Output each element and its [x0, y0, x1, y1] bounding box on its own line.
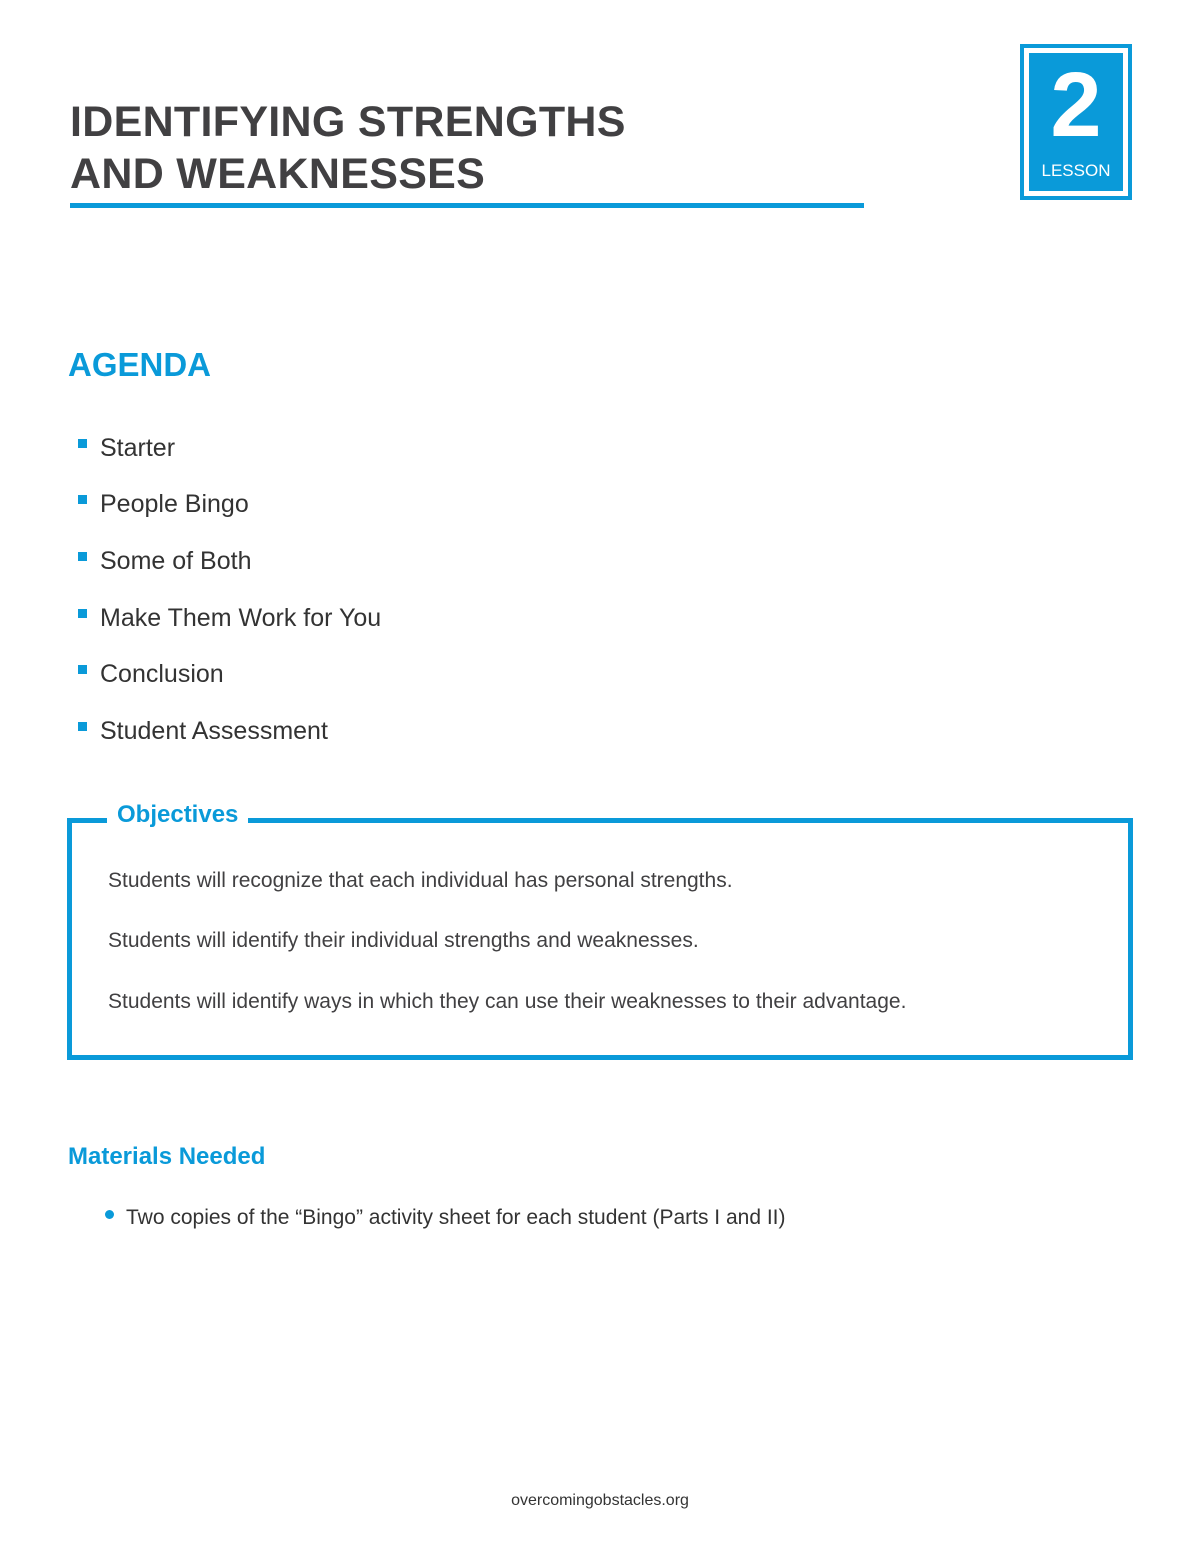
square-bullet-icon	[78, 722, 87, 731]
square-bullet-icon	[78, 609, 87, 618]
title-underline	[70, 203, 864, 208]
agenda-item-label: Starter	[100, 433, 176, 462]
agenda-item	[78, 477, 381, 534]
footer-url: overcomingobstacles.org	[511, 1492, 689, 1509]
agenda-list	[78, 420, 381, 760]
lesson-label: LESSON	[1041, 161, 1111, 180]
agenda-item-label: Make Them Work for You	[100, 603, 382, 632]
agenda-item	[78, 703, 381, 760]
agenda-item	[78, 646, 381, 703]
materials-heading: Materials Needed	[68, 1143, 266, 1170]
page-title-line-2: AND WEAKNESSES	[70, 150, 486, 198]
lesson-number: 2	[1050, 54, 1102, 156]
materials-item	[105, 1204, 786, 1232]
objective-item: Students will identify ways in which they can use their weaknesses to their advantage.	[108, 990, 907, 1013]
agenda-heading: AGENDA	[68, 346, 212, 383]
square-bullet-icon	[78, 495, 87, 504]
lesson-badge-fill	[1029, 53, 1123, 191]
objective-item: Students will identify their individual strengths and weaknesses.	[108, 929, 699, 952]
dot-bullet-icon	[105, 1210, 114, 1219]
lesson-badge	[1020, 44, 1132, 200]
page-title	[70, 96, 870, 200]
objective-item: Students will recognize that each individual has personal strengths.	[108, 869, 733, 892]
agenda-item-label: People Bingo	[100, 490, 249, 519]
square-bullet-icon	[78, 439, 87, 448]
agenda-item	[78, 533, 381, 590]
objectives-title: Objectives	[107, 798, 248, 832]
square-bullet-icon	[78, 552, 87, 561]
materials-item-label: Two copies of the “Bingo” activity sheet for each student (Parts I and II)	[126, 1206, 786, 1229]
agenda-item-label: Some of Both	[100, 546, 252, 575]
agenda-item	[78, 590, 381, 647]
agenda-item-label: Student Assessment	[100, 716, 328, 745]
square-bullet-icon	[78, 665, 87, 674]
page-title-line-1: IDENTIFYING STRENGTHS	[70, 98, 626, 146]
agenda-item-label: Conclusion	[100, 660, 224, 689]
agenda-item	[78, 420, 381, 477]
